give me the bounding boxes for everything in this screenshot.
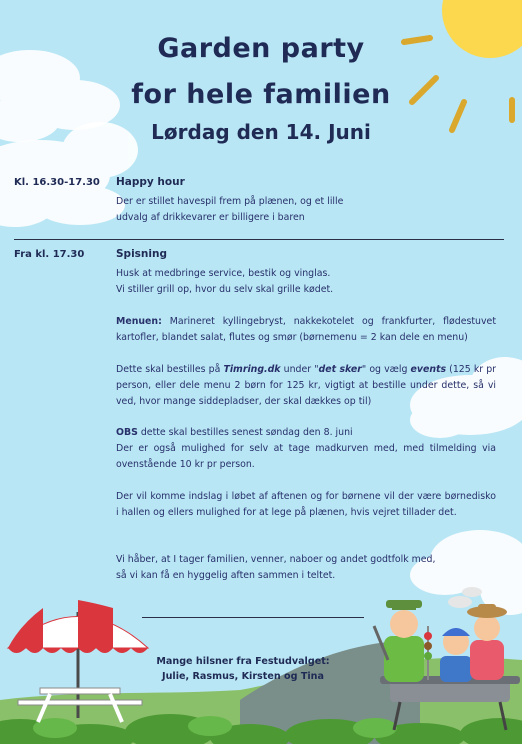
menu-description: Marineret kyllingebryst, nakkekotelet og frankfurter, flødestuvet kartofler, blandet salat, flutes og smør (børnemenu = 2 kan dele en menu) <box>116 316 496 343</box>
happy-hour-line-2: udvalg af drikkevarer er billigere i baren <box>116 211 305 223</box>
sun-icon <box>404 0 522 130</box>
closing-line-1: Mange hilsner fra Festudvalget: <box>156 656 330 667</box>
order-section: det sker <box>318 364 362 375</box>
happy-hour-heading: Happy hour <box>116 176 185 188</box>
order-site: Timring.dk <box>223 364 281 375</box>
closing-greeting <box>140 654 346 684</box>
happy-hour-text <box>116 194 496 226</box>
menu-label: Menuen: <box>116 316 162 327</box>
obs-text <box>116 425 496 472</box>
closing-divider <box>142 617 364 618</box>
title-line-1: Garden party <box>157 33 365 64</box>
closing-names: Julie, Rasmus, Kirsten og Tina <box>162 671 324 682</box>
obs-label: OBS <box>116 427 138 438</box>
dinner-time: Fra kl. 17.30 <box>14 249 85 260</box>
basket-text: Der er også mulighed for selv at tage madkurven med, med tilmelding via ovenstående 10 kr pr person. <box>116 442 496 470</box>
hope-line-2: så vi kan få en hyggelig aften sammen i teltet. <box>116 569 336 581</box>
order-events: events <box>410 364 447 375</box>
happy-hour-time: Kl. 16.30-17.30 <box>14 177 100 188</box>
dinner-heading: Spisning <box>116 248 167 260</box>
menu-text <box>116 314 496 346</box>
bring-line-2: Vi stiller grill op, hvor du selv skal grille kødet. <box>116 283 334 295</box>
bring-line-1: Husk at medbringe service, bestik og vinglas. <box>116 268 331 279</box>
order-text <box>116 362 496 409</box>
title-line-2: for hele familien <box>131 79 391 110</box>
obs-deadline: dette skal bestilles senest søndag den 8. juni <box>137 427 353 438</box>
happy-hour-line-1: Der er stillet havespil frem på plænen, og et lille <box>116 196 344 207</box>
hope-line-1: Vi håber, at I tager familien, venner, naboer og andet godtfolk med, <box>116 554 436 565</box>
order-intro: Dette skal bestilles på <box>116 364 224 375</box>
event-date: Lørdag den 14. Juni <box>151 120 371 144</box>
order-details: (125 kr pr person, eller dele menu 2 børn for 125 kr, vigtigt at bestille under dette, så vi ved, hvor mange siddepladser, der skal dækkes op til) <box>116 364 497 407</box>
order-mid-1: under " <box>280 364 319 375</box>
hope-text <box>116 552 496 584</box>
bring-text <box>116 266 496 298</box>
activities-text: Der vil komme indslag i løbet af aftenen og for børnene vil der være børnedisko i hallen og ellers mulighed for at lege på plænen, hvis vejret tillader det. <box>116 491 496 518</box>
order-mid-2: " og vælg <box>361 364 411 375</box>
section-divider <box>14 239 504 240</box>
